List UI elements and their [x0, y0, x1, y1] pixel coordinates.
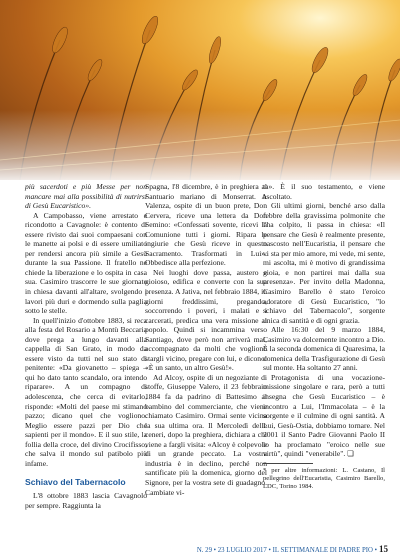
paragraph: Gli ultimi giorni, benché arso dalla febbre della gravissima polmonite che l'ha colpito, li passa in chiesa: «Il pensare che Gesù è realmente presente, nascosto nell'Eucaristia, il pensare che vi sta per mio amore, mi vede, mi sente, mi ascolta, mi è motivo di grandissima gioia, e non partirei mai dalla sua presenza». Per invito della Madonna, Casimiro Barello è stato l'eroico adoratore di Gesù Eucaristico, "lo schiavo del Tabernacolo", sorgente unica di santità e di ogni grazia.	[263, 201, 385, 325]
paragraph: A Campobasso, viene arrestato e ricondotto a Cavagnole: è contento di essere rivisto dai suoi compaesani con le manette ai polsi e di essere umiliato per rendersi ancora più simile a Gesù durante la sua Passione. Il fratello ne chiede la liberazione e lo ospita in casa sua. Casimiro trascorre le sue giornate in chiesa davanti all'altare, svolgendo i lavori più duri e dormendo sulla paglia sotto le stelle.	[25, 210, 147, 316]
section-heading: Schiavo del Tabernacolo	[25, 477, 126, 488]
paragraph: Ad Alcoy, ospite di un negoziante di stoffe, Giuseppe Valero, il 23 febbraio 1884 fa da padrino di Battesimo al bambino del commerciante, che viene chiamato Casimiro. Ormai sente vicina la sua ultima ora. Il Mercoledì delle ceneri, dopo la preghiera, dichiara a chi viene a fargli visita: «Alcoy è colpevole di un grande peccato. La vostra industria è in declino, perché non santificate più la domenica, giorno del Signore, per la vostra sete di guadagno. Cambiate vi-	[145, 372, 267, 497]
column-2	[145, 182, 267, 497]
column-3	[263, 182, 385, 492]
footnote: * per altre informazioni: L. Castano, Il pellegrino dell'Eucaristia, Casimiro Barello, LDC, Torino 1984.	[263, 466, 385, 491]
folio-text: N. 29 • 23 LUGLIO 2017 • IL SETTIMANALE DI PADRE PIO •	[196, 547, 377, 554]
page-footer	[197, 544, 388, 554]
paragraph: Alle 16:30 del 9 marzo 1884, Casimiro va dolcemente incontro a Dio. È la seconda domenica di Quaresima, la domenica della Trasfigurazione di Gesù sul monte. Ha soltanto 27 anni.	[263, 325, 385, 373]
page-number: 15	[379, 544, 388, 554]
paragraph: Nei luoghi dove passa, austero e gioioso, edifica e converte con la sua presenza. A Jativa, nel febbraio 1884, in giorni freddissimi, pregando, soccorrendo i poveri, i malati e i carcerati, predica una vera missione al popolo. Quindi si incammina verso Santiago, dove però non arriverà mai, accompagnato da molti che vogliono stargli vicino, pregare con lui, e dicono: «È un santo, un altro Gesù!».	[145, 267, 267, 373]
column-1	[25, 182, 147, 510]
footnote-divider	[263, 463, 313, 464]
hero-photo	[0, 0, 400, 180]
paragraph: Protagonista di una vocazione-missione singolare e rara, però a tutti insegna che Gesù Eucaristico – è incontro a Lui, l'Immacolata – è la sorgente e il culmine di ogni santità. A Lui, Gesù-Ostia, dobbiamo tornare. Nel 2001 il Santo Padre Giovanni Paolo II lo ha proclamato "eroico nelle sue virtù", quindi "venerabile". ❏	[263, 372, 385, 459]
paragraph: Spagna, l'8 dicembre, è in preghiera al Santuario mariano di Monserrat. A Valenza, ospite di un buon prete, Don Cervera, riceve una lettera da Don Semino: «Confessati sovente, ricevi la Comunione tutti i giorni. Ripara le ingiurie che Gesù riceve in questo Sacramento. Trasformati in Lui». Obbedisce alla perfezione.	[145, 182, 267, 268]
paragraph: In quell'inizio d'ottobre 1883, si reca alla festa del Rosario a Montù Beccaria dove prega a lungo davanti alla cappella di San Grato, in modo da essere visto da tutti nel suo stato di penitente: «Da giovanetto – spiega – qui ho dato tanto scandalo, ora intendo riparare». A un compagno di adolescenza, che cerca di evitarlo, risponde: «Molti del paese mi stimano pazzo; dicano quel che vogliono. Meglio essere pazzi per Dio che sapienti per il mondo». E il suo stile, la follia della croce, del divino Crocifisso, che salva il mondo sul patibolo più infame.	[25, 315, 147, 468]
paragraph: L'8 ottobre 1883 lascia Cavagnolo per sempre. Raggiunta la	[25, 490, 147, 510]
paragraph: più sacerdoti e più Messe per non mancare mai alla possibilità di nutrirsi di Gesù Eucaristico».	[25, 182, 147, 211]
paragraph: ta». È il suo testamento, e viene ascoltato.	[263, 182, 385, 201]
